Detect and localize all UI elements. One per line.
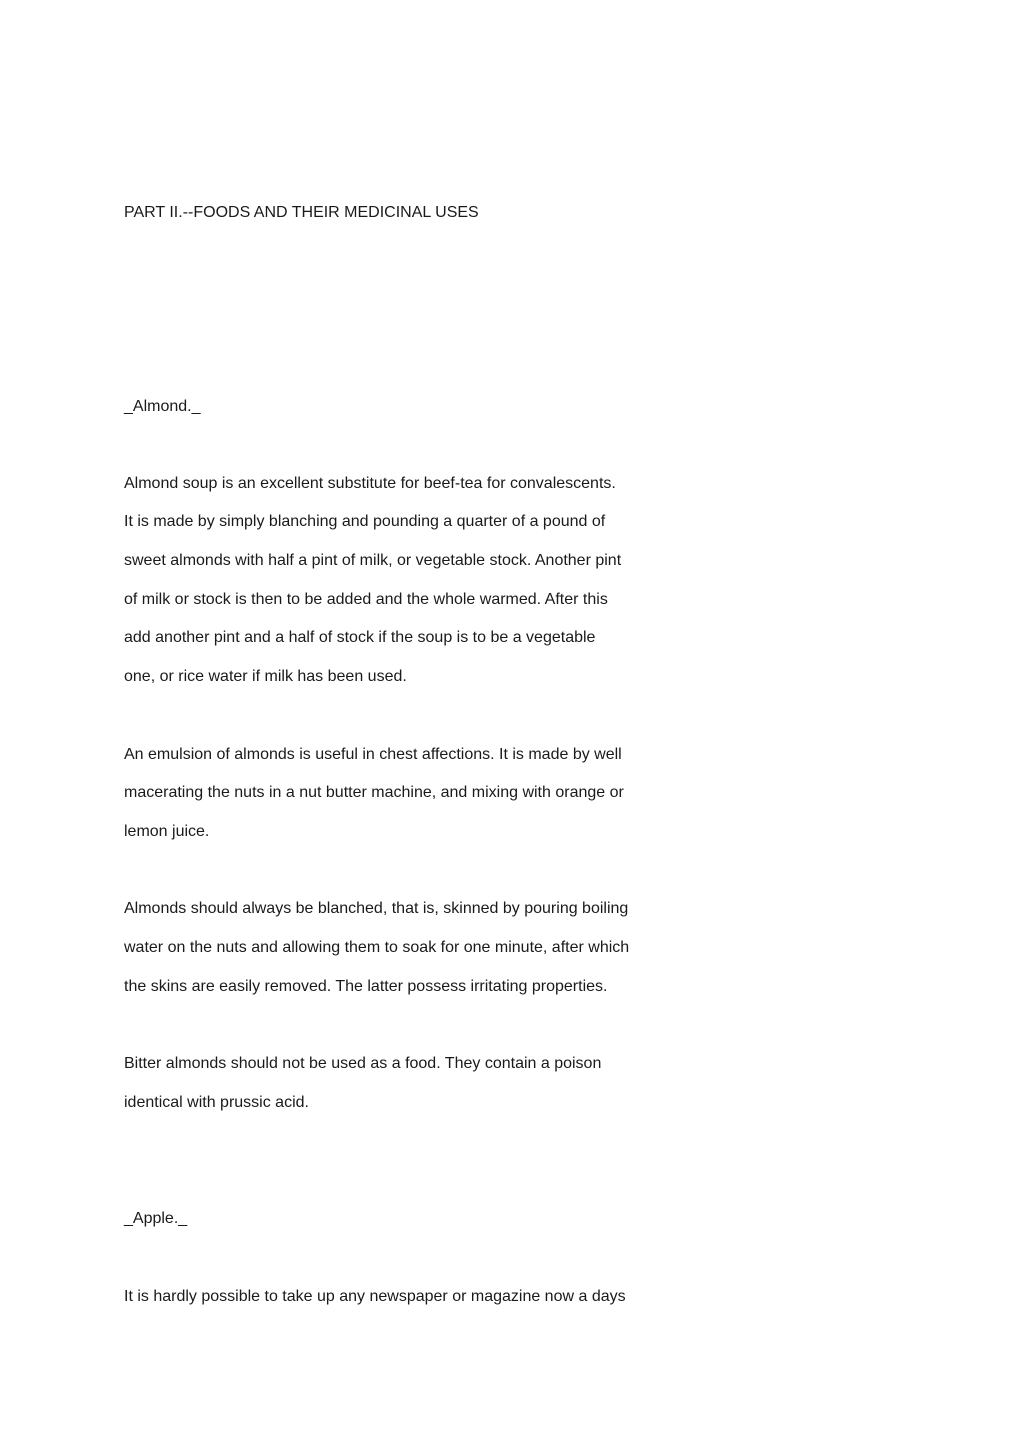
paragraph-line: macerating the nuts in a nut butter machine, and mixing with orange or	[124, 784, 624, 801]
section-title-almond: _Almond._	[124, 398, 201, 415]
paragraph-line: the skins are easily removed. The latter possess irritating properties.	[124, 978, 608, 995]
paragraph-line: It is made by simply blanching and pounding a quarter of a pound of	[124, 513, 606, 530]
paragraph-line: lemon juice.	[124, 823, 210, 840]
paragraph-line: An emulsion of almonds is useful in chest affections. It is made by well	[124, 746, 622, 763]
paragraph-line: Almonds should always be blanched, that is, skinned by pouring boiling	[124, 900, 629, 917]
paragraph-line: sweet almonds with half a pint of milk, or vegetable stock. Another pint	[124, 552, 622, 569]
paragraph-line: one, or rice water if milk has been used.	[124, 668, 407, 685]
paragraph-line: Bitter almonds should not be used as a food. They contain a poison	[124, 1055, 602, 1072]
paragraph-line: add another pint and a half of stock if the soup is to be a vegetable	[124, 629, 596, 646]
paragraph-line: water on the nuts and allowing them to soak for one minute, after which	[124, 939, 630, 956]
paragraph-line: of milk or stock is then to be added and the whole warmed. After this	[124, 591, 608, 608]
paragraph-line: It is hardly possible to take up any newspaper or magazine now a days	[124, 1288, 626, 1305]
section-title-apple: _Apple._	[124, 1210, 188, 1227]
paragraph-line: Almond soup is an excellent substitute for beef-tea for convalescents.	[124, 475, 616, 492]
page-heading: PART II.--FOODS AND THEIR MEDICINAL USES	[124, 204, 479, 221]
paragraph-line: identical with prussic acid.	[124, 1094, 309, 1111]
